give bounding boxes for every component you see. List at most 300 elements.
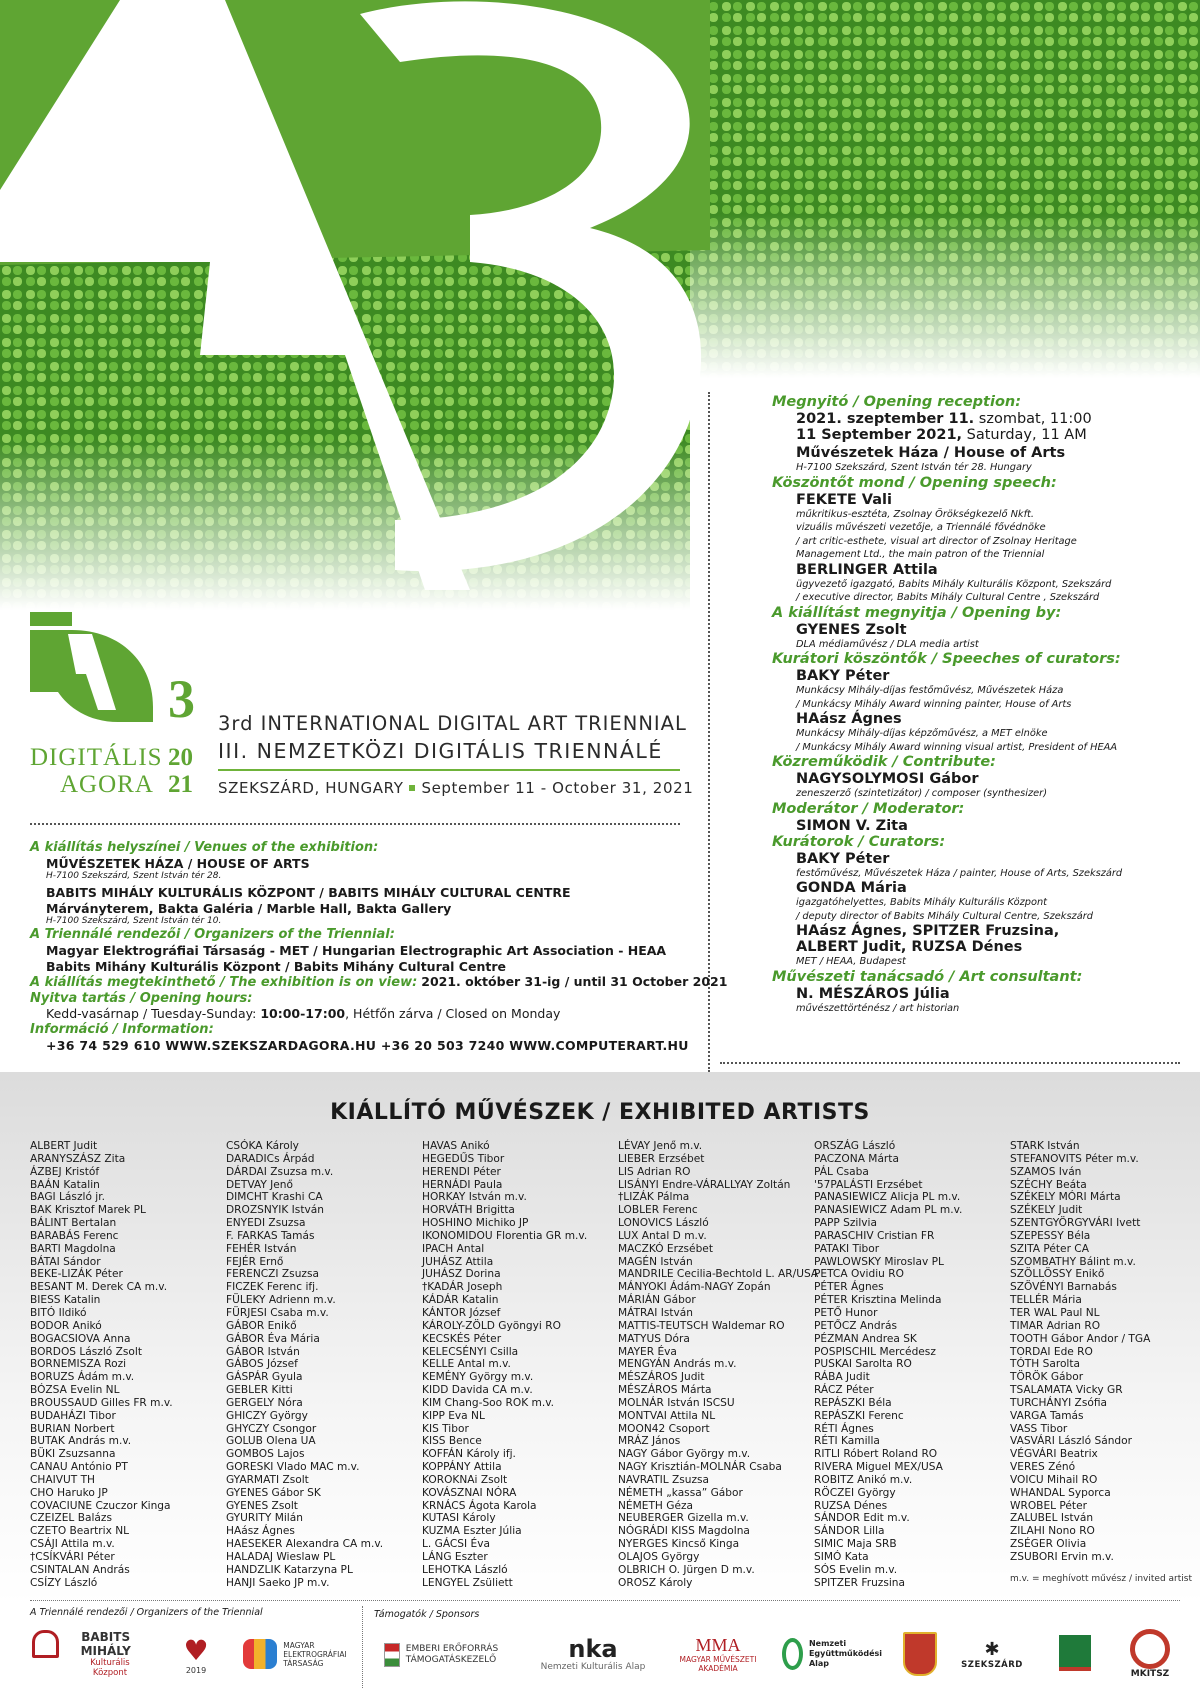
speaker-berlinger-role-1: ügyvezető igazgató, Babits Mihály Kulturális Központ, Szekszárd [796, 578, 1112, 590]
artist-name: ARANYSZÁSZ Zita [30, 1152, 126, 1165]
divider-vertical [708, 392, 710, 1072]
artist-name: SZÖLLÖSSY Enikő [1010, 1268, 1105, 1281]
opening-place: Művészetek Háza / House of Arts [796, 445, 1066, 461]
artist-name: LÉVAY Jenő m.v. [618, 1140, 703, 1152]
artist-name: LOBLER Ferenc [618, 1204, 698, 1217]
artist-name: KOVÁSZNAI NÓRA [422, 1486, 517, 1499]
artist-name: BÜKI Zsuzsanna [30, 1448, 116, 1461]
artist-name: NAGY Krisztián-MOLNÁR Csaba [618, 1461, 782, 1474]
coat-of-arms-icon [384, 1643, 400, 1667]
curators-gonda-role-2: / deputy director of Babits Mihály Cultural Centre, Szekszárd [796, 910, 1093, 922]
artist-name: VOICU Mihail RO [1010, 1473, 1098, 1486]
artist-name: RIVERA Miguel MEX/USA [814, 1461, 943, 1474]
artist-name: GOLUB Olena UA [226, 1435, 316, 1448]
artist-name: ORSZÁG László [814, 1140, 896, 1152]
artist-name: KUTASI Károly [422, 1512, 496, 1525]
artist-name: MÉSZÁROS Judit [618, 1371, 705, 1384]
artist-name: GHYCZY Csongor [226, 1422, 317, 1435]
artist-name: DIMCHT Krashi CA [226, 1191, 323, 1204]
artist-name: PUSKAI Sarolta RO [814, 1358, 912, 1371]
artists-column-6 [1010, 1140, 1150, 1564]
artists-heading: KIÁLLÍTÓ MŰVÉSZEK / EXHIBITED ARTISTS [330, 1100, 870, 1125]
artist-name: OLBRICH O. Jürgen D m.v. [618, 1563, 755, 1576]
artist-name: MONTVAI Attila NL [618, 1409, 716, 1422]
artist-name: PÉTER Krisztina Melinda [814, 1294, 942, 1307]
speaker-fekete: FEKETE Vali [796, 491, 892, 508]
curators-gonda-role-1: igazgatóhelyettes, Babits Mihály Kulturális Központ [796, 897, 1048, 908]
artist-name: GYARMATI Zsolt [226, 1473, 309, 1486]
venue-babits-address: H-7100 Szekszárd, Szent István tér 10. [46, 916, 222, 927]
met-text [283, 1641, 346, 1668]
hours-closed: , Hétfőn zárva / Closed on Monday [345, 1006, 561, 1022]
artist-name: NAVRATIL Zsuzsa [618, 1473, 710, 1486]
artist-name: RÉTI Kamilla [814, 1435, 880, 1448]
footer-vertical-divider [362, 1606, 363, 1688]
artist-name: NAGY Gábor György m.v. [618, 1448, 751, 1461]
artist-name: RITLI Róbert Roland RO [814, 1448, 938, 1461]
artist-name: GHICZY György [226, 1409, 308, 1422]
artist-name: BROUSSAUD Gilles FR m.v. [30, 1396, 173, 1409]
artist-name: PETŐCZ András [814, 1319, 897, 1332]
artist-name: BUTAK András m.v. [30, 1435, 132, 1448]
artist-name: TSALAMATA Vicky GR [1010, 1384, 1123, 1397]
curator-baky: BAKY Péter [796, 668, 890, 684]
opening-date-hu-rest: szombat, 11:00 [974, 411, 1092, 427]
view-line [30, 974, 728, 991]
title-hungarian: III. NEMZETKÖZI DIGITÁLIS TRIENNÁLÉ [218, 739, 663, 763]
artist-name: HANDZLIK Katarzyna PL [226, 1563, 353, 1576]
artist-name: BIESS Katalin [30, 1294, 101, 1307]
nea-logo [782, 1634, 882, 1674]
artist-name: KECSKÉS Péter [422, 1332, 502, 1345]
artist-name: LUX Antal D m.v. [618, 1229, 707, 1242]
artist-name: '57PALÁSTI Erzsébet [814, 1178, 923, 1191]
artist-name: SZÉCHY Beáta [1010, 1178, 1087, 1191]
consultant-heading: Művészeti tanácsadó / Art consultant: [772, 968, 1083, 985]
title-dates: September 11 - October 31, 2021 [421, 779, 694, 797]
artist-name: GEBLER Kitti [226, 1384, 293, 1397]
nka-logo [528, 1632, 658, 1676]
artist-name: HAESEKER Alexandra CA m.v. [226, 1538, 384, 1551]
artist-name: PETŐ Hunor [814, 1306, 878, 1319]
artist-name: RÖCZEI György [814, 1486, 896, 1499]
artist-name: GÁBOR István [226, 1345, 300, 1358]
artist-name: ALBERT Judit [30, 1140, 98, 1152]
artist-name: SIMÓ Kata [814, 1551, 869, 1563]
title-place: SZEKSZÁRD, HUNGARY [218, 779, 404, 797]
logo-year-bottom: 21 [168, 771, 193, 798]
artist-name: SPITZER Fruzsina [814, 1576, 906, 1589]
opened-by-heading: A kiállítást megnyitja / Opening by: [772, 604, 1062, 621]
artist-name: SÁNDOR Edit m.v. [814, 1512, 910, 1525]
artist-name: KOROKNAi Zsolt [422, 1473, 508, 1486]
artists-column-1 [30, 1140, 173, 1590]
curator-speeches-heading: Kurátori köszöntők / Speeches of curators: [772, 651, 1121, 667]
curator-haasz-role-1: Munkácsy Mihály-díjas képzőművész, a MET elnöke [796, 728, 1048, 739]
mma-logo [668, 1626, 768, 1682]
artist-name: PANASIEWICZ Alicja PL m.v. [814, 1191, 961, 1204]
artist-name: GYENES Gábor SK [226, 1486, 321, 1499]
artist-name: RÁBA Judit [814, 1371, 870, 1384]
venue-babits-centre: BABITS MIHÁLY KULTURÁLIS KÖZPONT / BABITS MIHÁLY CULTURAL CENTRE [46, 885, 571, 901]
artist-name: HORVÁTH Brigitta [422, 1204, 515, 1217]
artist-name: FERENCZI Zsuzsa [226, 1268, 319, 1281]
artist-name: CSINTALAN András [30, 1563, 130, 1576]
artist-name: MATTIS-TEUTSCH Waldemar RO [618, 1319, 785, 1332]
artist-name: DÁRDAI Zsuzsa m.v. [226, 1165, 334, 1178]
artist-name: PÉTER Ágnes [814, 1281, 884, 1294]
artist-name: VASS Tibor [1010, 1422, 1068, 1435]
artist-name: BITÓ Ildikó [30, 1306, 87, 1319]
artist-name: BARABÁS Ferenc [30, 1229, 119, 1242]
mkitsz-text: MKITSZ [1130, 1669, 1170, 1679]
artist-name: KIM Chang-Soo ROK m.v. [422, 1396, 555, 1409]
artist-name: CSÍZY László [30, 1576, 98, 1589]
artist-name: SÓS Evelin m.v. [814, 1563, 898, 1576]
footer-organizers-label: A Triennálé rendezői / Organizers of the Triennial [30, 1607, 263, 1618]
artist-name: GERGELY Nóra [226, 1396, 303, 1409]
artist-name: DARADICs Árpád [226, 1152, 315, 1165]
artist-name: PÁL Csaba [814, 1165, 869, 1178]
artist-name: MATYUS Dóra [618, 1332, 690, 1345]
artist-name: MÁTRAI István [618, 1306, 693, 1319]
heart-icon: ♥ [183, 1633, 209, 1667]
hours-days: Kedd-vasárnap / Tuesday-Sunday: [46, 1006, 261, 1022]
hungary-mark-icon [1059, 1635, 1091, 1671]
curator-baky-role-2: / Munkácsy Mihály Award winning painter, House of Arts [796, 698, 1072, 710]
emberi-text [406, 1644, 498, 1666]
artist-name: GÁBOR Enikő [226, 1319, 297, 1332]
artist-name: KÁROLY-ZÖLD Gyöngyi RO [422, 1319, 561, 1332]
szekszard-figure-icon: ✱ [984, 1639, 1000, 1660]
babits-building-icon [32, 1630, 59, 1658]
artist-name: ZSUBORI Ervin m.v. [1010, 1551, 1114, 1563]
artists-column-4 [618, 1140, 818, 1590]
nea-ring-icon [782, 1638, 803, 1670]
artist-name: †KADÁR Joseph [422, 1281, 503, 1294]
emberi-text-1: EMBERI ERŐFORRÁS [405, 1644, 499, 1654]
artist-name: KELECSÉNYI Csilla [422, 1345, 519, 1358]
opening-date-hu-bold: 2021. szeptember 11. [796, 411, 975, 427]
artist-name: HALADAJ Wieslaw PL [226, 1551, 336, 1563]
artist-name: IKONOMIDOU Florentia GR m.v. [422, 1229, 588, 1242]
invited-artist-note: m.v. = meghívott művész / invited artist [1010, 1574, 1192, 1584]
curators-group-2: ALBERT Judit, RUZSA Dénes [796, 939, 1023, 955]
title-rule [218, 769, 680, 771]
artist-name: LEHOTKA László [422, 1563, 508, 1576]
artist-name: ZALUBEL István [1010, 1512, 1094, 1525]
artist-name: NÉMETH „kassa” Gábor [618, 1486, 743, 1499]
artists-column-5 [814, 1140, 962, 1590]
artist-name: OROSZ Károly [618, 1576, 693, 1589]
curator-baky-role-1: Munkácsy Mihály-díjas festőművész, Művészetek Háza [796, 685, 1064, 696]
artist-name: KIDD Davida CA m.v. [422, 1384, 533, 1397]
artist-name: BAÁN Katalin [30, 1178, 100, 1191]
title-english: 3rd INTERNATIONAL DIGITAL ART TRIENNIAL [218, 712, 687, 735]
artist-name: MRÁZ János [618, 1435, 681, 1448]
artist-name: KRNÁCS Ágota Karola [422, 1499, 537, 1512]
artist-name: HERENDI Péter [422, 1165, 501, 1178]
artist-name: SZEPESSY Béla [1010, 1229, 1091, 1242]
artist-name: BÓZSA Evelin NL [30, 1384, 120, 1397]
artist-name: SZENTGYÖRGYVÁRI Ivett [1010, 1217, 1141, 1230]
artist-name: KUZMA Eszter Júlia [422, 1525, 522, 1538]
artist-name: VERES Zénó [1010, 1461, 1076, 1474]
artist-name: GÁSPÁR Gyula [226, 1371, 303, 1384]
artist-name: KELLE Antal m.v. [422, 1358, 511, 1371]
organizers-heading: A Triennálé rendezői / Organizers of the Triennial: [30, 927, 395, 943]
artist-name: SZÉKELY MÓRI Márta [1010, 1191, 1121, 1204]
logo-year-top: 20 [168, 744, 193, 771]
artist-name: LÁNG Eszter [422, 1551, 488, 1563]
opening-date-hu [772, 411, 1182, 427]
artist-name: MOLNÁR István ISCSU [618, 1396, 735, 1409]
opening-section [772, 394, 1182, 1015]
artist-name: GÁBOS József [226, 1358, 298, 1371]
artist-name: BARTI Magdolna [30, 1242, 116, 1255]
artist-name: BUDAHÁZI Tibor [30, 1409, 116, 1422]
contribute-heading: Közreműködik / Contribute: [772, 754, 996, 770]
artist-name: KIPP Eva NL [422, 1409, 485, 1422]
met-text-2: ELEKTROGRÁFIAI [283, 1649, 347, 1659]
hungary-logo [1050, 1628, 1100, 1678]
artist-name: MOON42 Csoport [618, 1422, 710, 1435]
artist-name: TOOTH Gábor Andor / TGA [1010, 1332, 1151, 1345]
artist-name: KEMÉNY György m.v. [422, 1371, 534, 1384]
opening-place-address: H-7100 Szekszárd, Szent István tér 28. Hungary [796, 462, 1032, 473]
artist-name: KÁDÁR Katalin [422, 1294, 499, 1307]
venues-section [30, 840, 728, 1053]
consultant-meszaros: N. MÉSZÁROS Júlia [796, 985, 950, 1002]
artist-name: TÓTH Sarolta [1010, 1358, 1081, 1371]
artist-name: MÁRIÁN Gábor [618, 1294, 696, 1307]
speech-heading: Köszöntőt mond / Opening speech: [772, 474, 1057, 491]
artist-name: KOPPÁNY Attila [422, 1461, 502, 1474]
artist-name: TURCHÁNYI Zsófia [1010, 1396, 1107, 1409]
mma-text-2: AKADÉMIA [698, 1664, 738, 1673]
artist-name: BOGACSIOVA Anna [30, 1332, 131, 1345]
artist-name: BÁTAI Sándor [30, 1255, 101, 1268]
digitalis-agora-logo [28, 612, 208, 802]
artist-name: MAYER Éva [618, 1345, 677, 1358]
babits-logo [32, 1632, 148, 1676]
artist-name: NÓGRÁDI KISS Magdolna [618, 1525, 750, 1538]
artist-name: JUHÁSZ Attila [422, 1255, 494, 1268]
curator-haasz-role-2: / Munkácsy Mihály Award winning visual artist, President of HEAA [796, 741, 1118, 753]
opener-gyenes-role: DLA médiaművész / DLA media artist [796, 638, 979, 650]
artist-name: NÉMETH Géza [618, 1499, 694, 1512]
bullet-square-icon [409, 785, 415, 791]
artist-name: SÁNDOR Lilla [814, 1525, 885, 1538]
artist-name: BESANT M. Derek CA m.v. [30, 1281, 168, 1294]
artist-name: GYURITY Milán [226, 1512, 303, 1525]
artist-name: COVACIUNE Czuczor Kinga [30, 1499, 171, 1512]
artist-name: VASVÁRI László Sándor [1010, 1435, 1132, 1448]
artist-name: GORESKI Vlado MAC m.v. [226, 1461, 360, 1474]
szekszard-crest [900, 1626, 940, 1682]
artist-name: TÖRÖK Gábor [1010, 1371, 1084, 1384]
artist-name: ZSÉGER Olivia [1010, 1538, 1087, 1551]
artist-name: LISÁNYI Endre-VÁRALLYAY Zoltán [618, 1178, 791, 1191]
artist-name: LIEBER Erzsébet [618, 1152, 705, 1165]
artist-name: PAPP Szilvia [814, 1217, 877, 1230]
opening-date-en-rest: Saturday, 11 AM [962, 427, 1087, 443]
artist-name: FÜLEKY Adrienn m.v. [226, 1294, 336, 1307]
opening-date-en [772, 427, 1182, 443]
mma-mark: MMA [695, 1635, 741, 1655]
nea-text-1: Nemzeti [808, 1639, 847, 1648]
artist-name: CANAU António PT [30, 1461, 128, 1474]
artist-name: SZÖVÉNYI Barnabás [1010, 1281, 1117, 1294]
met-text-1: MAGYAR [283, 1640, 315, 1650]
moderator-simon: SIMON V. Zita [796, 817, 908, 834]
artist-name: LONOVICS László [618, 1217, 709, 1230]
emberi-text-2: TÁMOGATÁSKEZELŐ [405, 1655, 497, 1665]
babits-logo-name: BABITS MIHÁLY [80, 1630, 131, 1658]
artist-name: OLAJOS György [618, 1551, 700, 1563]
artist-name: PACZONA Márta [814, 1152, 899, 1165]
artist-name: PÉZMAN Andrea SK [814, 1332, 917, 1345]
speaker-fekete-role-1: műkritikus-esztéta, Zsolnay Örökségkezelő Nkft. [796, 508, 1034, 520]
artist-name: MACZKÓ Erzsébet [618, 1242, 713, 1255]
artists-column-2 [226, 1140, 383, 1590]
babits-logo-row [32, 1630, 148, 1658]
artist-name: MANDRILE Cecilia-Bechtold L. AR/USA [618, 1268, 819, 1281]
artist-name: CSÓKA Károly [226, 1140, 299, 1152]
artist-name: PAWLOWSKY Miroslav PL [814, 1255, 944, 1268]
logo-word-digitalis: DIGITÁLIS [30, 744, 163, 771]
artist-name: WHANDAL Syporca [1010, 1486, 1111, 1499]
babits-logo-sub: Kulturális Központ [90, 1658, 130, 1678]
artist-name: FICZEK Ferenc ifj. [226, 1281, 319, 1294]
artist-name: DROZSNYIK István [226, 1204, 324, 1217]
footer-divider [30, 1600, 1180, 1601]
divider-dotted [30, 823, 680, 825]
curators-group-1: HAász Ágnes, SPITZER Fruzsina, [796, 923, 1060, 939]
nka-mark: nka [568, 1635, 618, 1663]
artist-name: RÉTI Ágnes [814, 1422, 874, 1435]
artist-name: L. GÁCSI Éva [422, 1538, 490, 1551]
artist-name: BODOR Anikó [30, 1319, 102, 1332]
artist-name: WROBEL Péter [1010, 1499, 1087, 1512]
artist-name: NYERGES Kincső Kinga [618, 1538, 740, 1551]
artist-name: ÁZBEJ Kristóf [30, 1165, 100, 1178]
artist-name: BAGI László jr. [30, 1191, 105, 1204]
hours-time: 10:00-17:00 [260, 1006, 346, 1022]
artist-name: KÁNTOR József [422, 1306, 501, 1319]
nka-sub: Nemzeti Kulturális Alap [540, 1662, 646, 1672]
artist-name: SZÉKELY Judit [1010, 1204, 1083, 1217]
organizer-met: Magyar Elektrográfiai Társaság - MET / Hungarian Electrographic Art Association - HEAA [46, 942, 667, 958]
artist-name: PATAKI Tibor [814, 1242, 880, 1255]
artist-name: HORKAY István m.v. [422, 1191, 527, 1204]
info-heading: Információ / Information: [30, 1021, 214, 1037]
artist-name: LIS Adrian RO [618, 1165, 691, 1178]
divider-dotted-right [720, 1062, 1180, 1064]
artist-name: KISS Bence [422, 1435, 482, 1448]
opening-date-en-bold: 11 September 2021, [796, 427, 963, 443]
footer-sponsors-label: Támogatók / Sponsors [374, 1609, 480, 1620]
artist-name: MENGYÁN András m.v. [618, 1358, 737, 1371]
artist-name: NEUBERGER Gizella m.v. [618, 1512, 749, 1525]
artist-name: FEHÉR István [226, 1242, 297, 1255]
nea-text-3: Alap [808, 1659, 830, 1668]
speaker-berlinger: BERLINGER Attila [796, 561, 938, 578]
speaker-berlinger-role-2: / executive director, Babits Mihály Cultural Centre , Szekszárd [796, 592, 1100, 603]
curators-group-role: MET / HEAA, Budapest [796, 956, 906, 967]
artist-name: HAVAS Anikó [422, 1140, 490, 1152]
met-text-3: TÁRSASÁG [283, 1658, 324, 1668]
met-mark-icon [243, 1639, 277, 1669]
artist-name: HAász Ágnes [226, 1525, 295, 1538]
logo-number: 3 [168, 669, 195, 729]
artist-name: REPÁSZKI Béla [814, 1396, 892, 1409]
artist-name: KIS Tibor [422, 1422, 469, 1435]
artist-name: PETCA Ovidiu RO [814, 1268, 904, 1281]
moderator-heading: Moderátor / Moderator: [772, 800, 965, 817]
triennial-title [218, 712, 694, 797]
artist-name: ROBITZ Anikó m.v. [814, 1473, 913, 1486]
met-logo [240, 1634, 350, 1674]
curators-baky: BAKY Péter [796, 850, 890, 867]
szekszard-logo [952, 1630, 1032, 1680]
artist-name: KOFFÁN Károly ifj. [422, 1448, 516, 1461]
szekszard-text: SZEKSZÁRD [961, 1660, 1023, 1670]
mkitsz-logo [1120, 1626, 1180, 1682]
artist-name: POSPISCHIL Mercédesz [814, 1345, 936, 1358]
artist-name: BORNEMISZA Rozi [30, 1358, 127, 1371]
view-heading: A kiállítás megtekinthető / The exhibition is on view: [30, 975, 418, 991]
artist-name: †CSÍKVÁRI Péter [30, 1551, 115, 1563]
heart-award-year: 2019 [185, 1665, 207, 1675]
artist-name: BEKE-LIZÁK Péter [30, 1268, 123, 1281]
artist-name: STEFANOVITS Péter m.v. [1010, 1152, 1139, 1165]
heart-award-logo [174, 1624, 218, 1686]
artist-name: MÉSZÁROS Márta [618, 1384, 712, 1397]
artist-name: †LIZÁK Pálma [618, 1191, 690, 1204]
artist-name: PARASCHIV Cristian FR [814, 1229, 935, 1242]
nea-text [809, 1639, 882, 1669]
curator-haasz: HAász Ágnes [796, 711, 902, 727]
artist-name: MAGÉN István [618, 1255, 693, 1268]
venues-heading: A kiállítás helyszínei / Venues of the exhibition: [30, 840, 379, 855]
artist-name: TORDAI Ede RO [1010, 1345, 1093, 1358]
artist-name: HOSHINO Michiko JP [422, 1217, 529, 1230]
artist-name: PANASIEWICZ Adam PL m.v. [814, 1204, 963, 1217]
emberi-eroforras-logo [376, 1636, 506, 1674]
artist-name: FEJÉR Ernő [226, 1255, 284, 1268]
artist-name: ZILAHI Nono RO [1010, 1525, 1095, 1538]
venue-babits-halls: Márványterem, Bakta Galéria / Marble Hall, Bakta Gallery [46, 900, 452, 916]
artist-name: CZEIZEL Balázs [30, 1512, 112, 1525]
artist-name: SZOMBATHY Bálint m.v. [1010, 1255, 1136, 1268]
consultant-role: művészettörténész / art historian [796, 1002, 960, 1014]
artist-name: TELLÉR Mária [1010, 1294, 1082, 1307]
speaker-fekete-role-3: / art critic-esthete, visual art director of Zsolnay Heritage [796, 535, 1077, 547]
artist-name: SZITA Péter CA [1010, 1242, 1089, 1255]
opener-gyenes: GYENES Zsolt [796, 621, 907, 638]
artists-column-3 [422, 1140, 587, 1590]
logo-word-agora: AGORA [60, 771, 154, 798]
contributor-nagysolymosi: NAGYSOLYMOSI Gábor [796, 771, 979, 787]
artist-name: CSÁJI Attila m.v. [30, 1538, 115, 1551]
artist-name: REPÁSZKI Ferenc [814, 1409, 904, 1422]
speaker-fekete-role-4: Management Ltd., the main patron of the Triennial [796, 549, 1045, 560]
speaker-fekete-role-2: vizuális művészeti vezetője, a Triennálé fővédnöke [796, 522, 1046, 533]
artist-name: F. FARKAS Tamás [226, 1229, 315, 1242]
artist-name: SIMIC Maja SRB [814, 1538, 897, 1551]
artist-name: TER WAL Paul NL [1010, 1306, 1100, 1319]
